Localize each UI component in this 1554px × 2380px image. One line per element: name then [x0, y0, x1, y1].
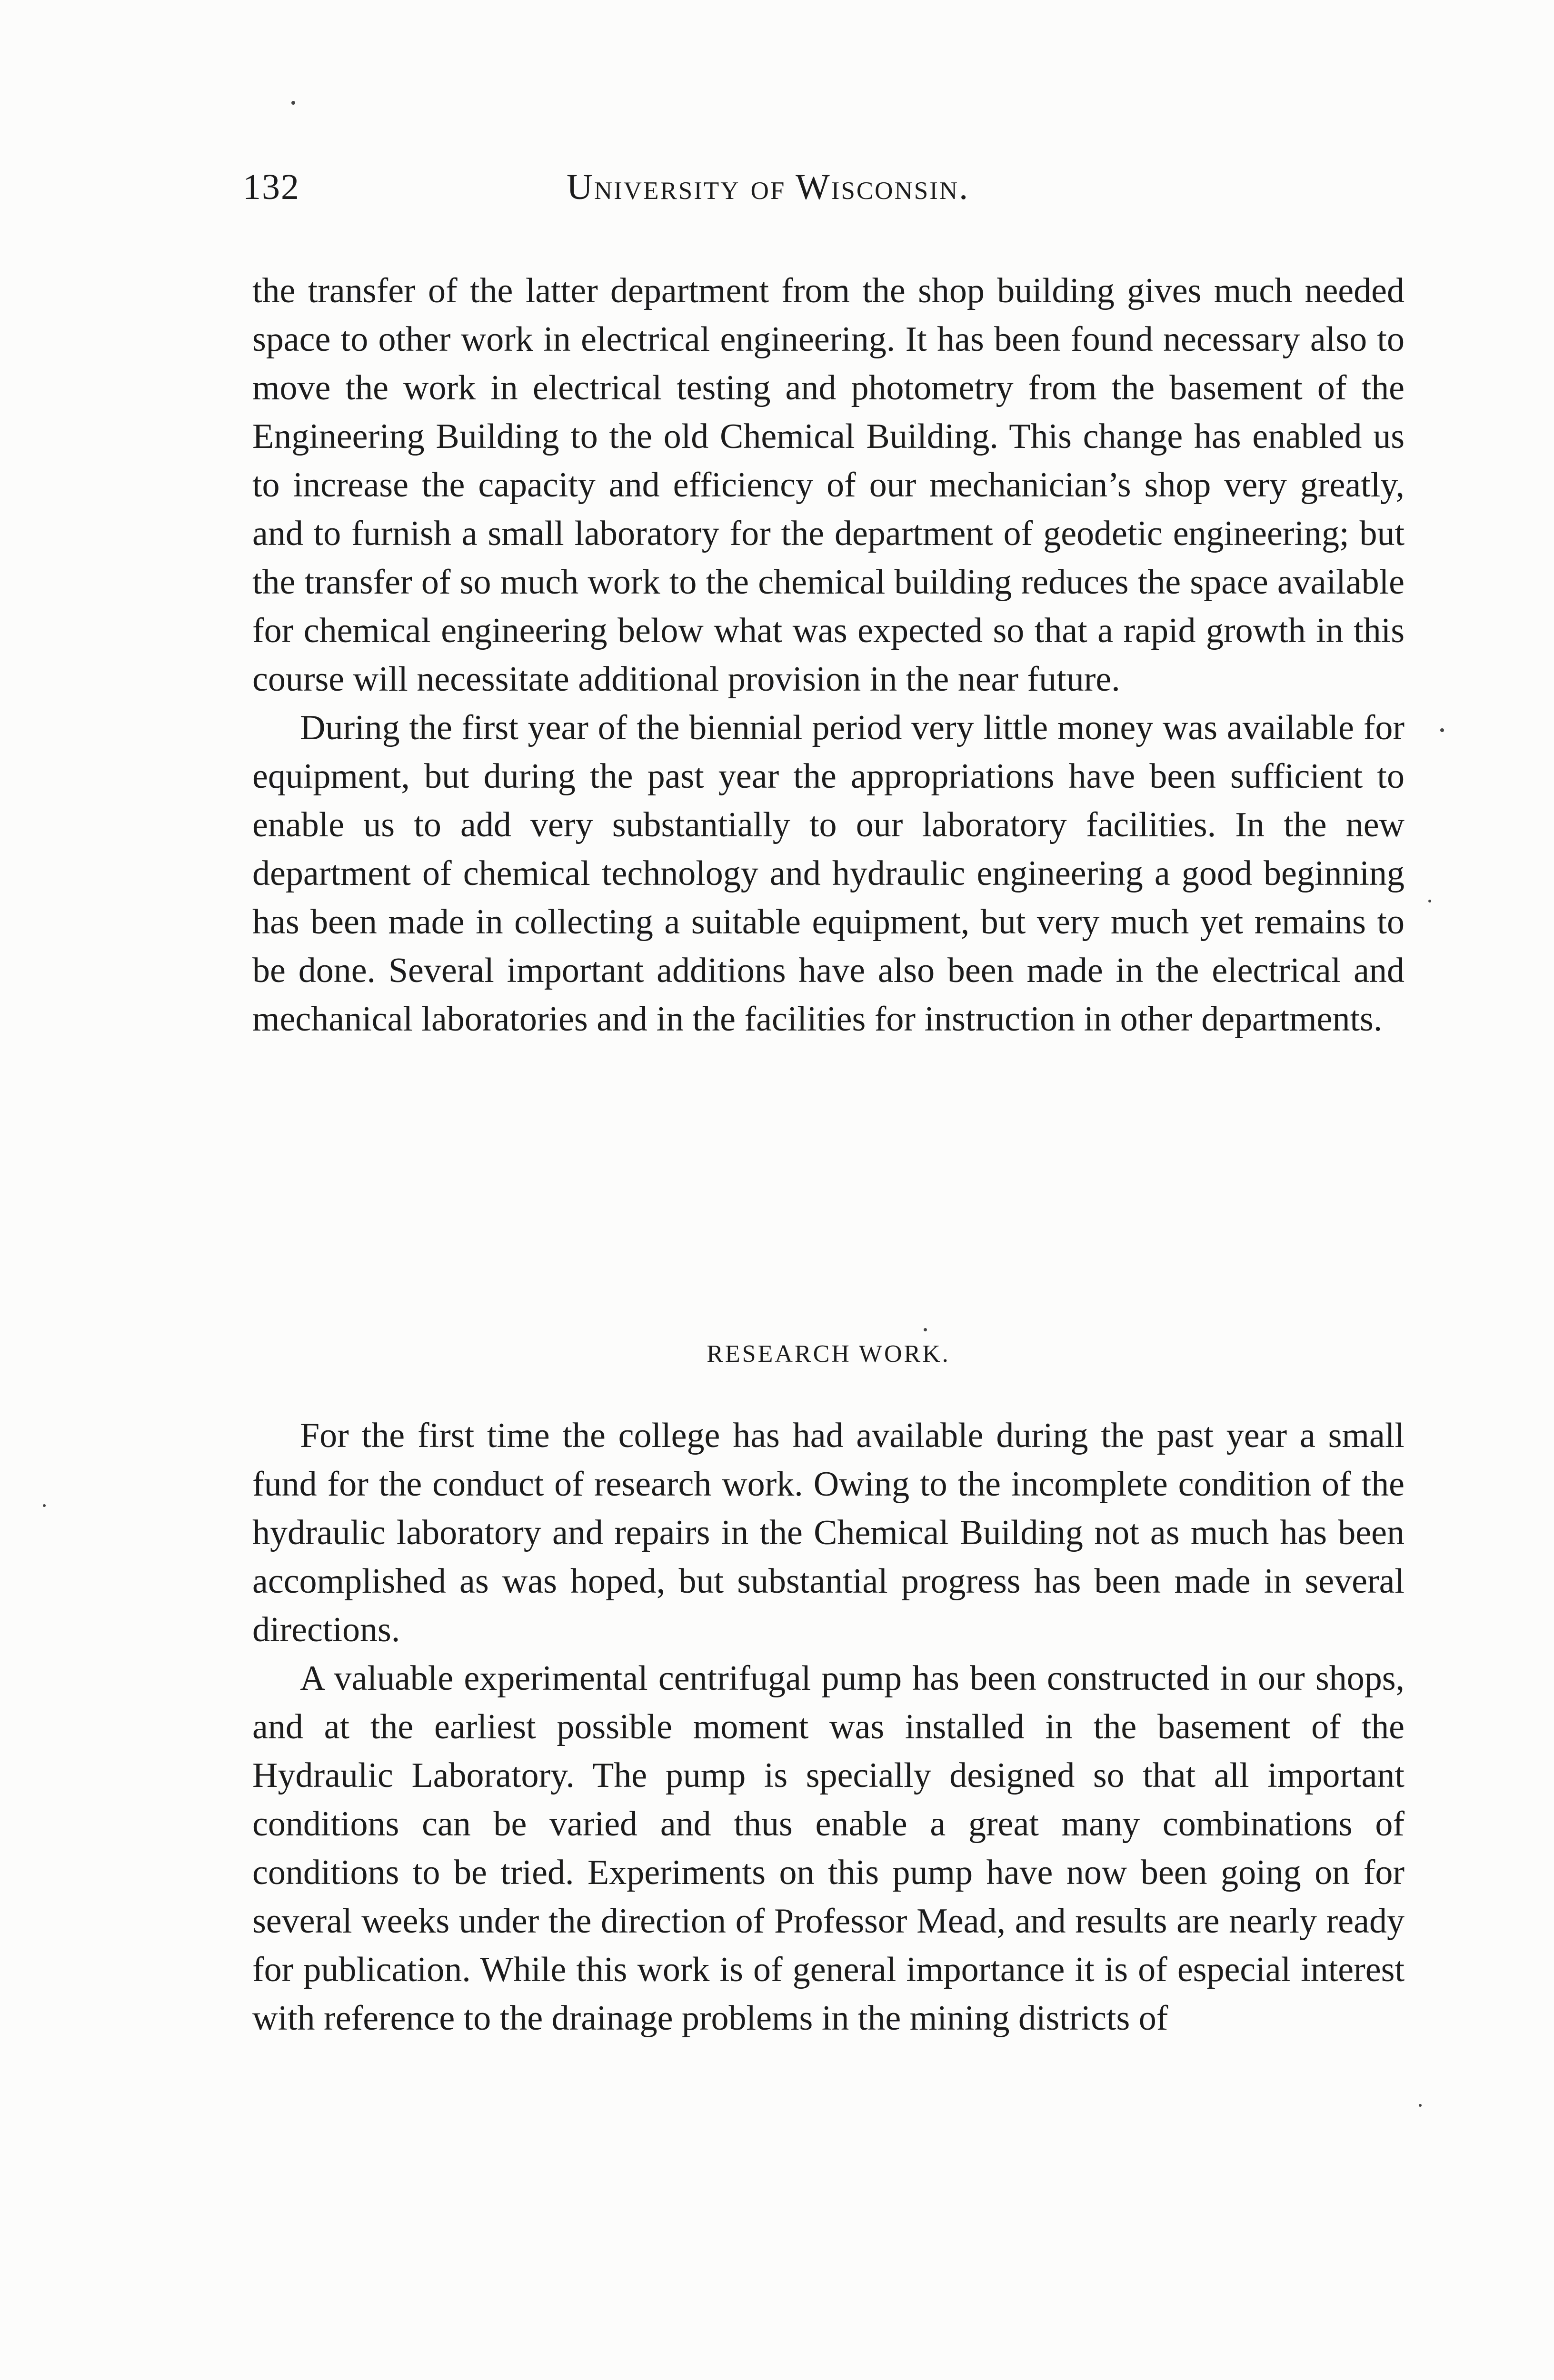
scan-speck — [924, 1328, 927, 1331]
section-heading: RESEARCH WORK. — [707, 1340, 950, 1368]
paragraph: the transfer of the latter department from the shop building gives much needed space to other work in electrical engineering. It has been found necessary also to move the work in electrical testing and photometry from the basement of the Engineering Building to the old Chemical Building. This change has enabled us to increase the capacity and efficiency of our mechanician’s shop very greatly, and to furnish a small laboratory for the department of geodetic engineering; but the transfer of so much work to the chemical building reduces the space available for chemical engineering below what was expected so that a rapid growth in this course will necessitate additional provision in the near future. — [252, 271, 1405, 699]
running-head: University of Wisconsin. — [567, 167, 970, 207]
paragraph: For the first time the college has had available during the past year a small fund for the conduct of research work. Owing to the incomplete condition of the hydraulic laboratory and repairs in the Chemical Building not as much has been accomplished as was hoped, but substantial progress has been made in several directions. — [252, 1416, 1405, 1649]
body-text-top — [252, 267, 1405, 1043]
body-text-bottom — [252, 1411, 1405, 2043]
scan-speck — [291, 101, 295, 105]
paragraph: During the first year of the biennial period very little money was available for equipment, but during the past year the appropriations have been sufficient to enable us to add very substantially to our laboratory facilities. In the new department of chemical technology and hydraulic engineering a good beginning has been made in collecting a suitable equipment, but very much yet remains to be done. Several important additions have also been made in the electrical and mechanical laboratories and in the facilities for instruction in other departments. — [252, 708, 1405, 1039]
page-number: 132 — [243, 167, 300, 207]
scan-speck — [1428, 900, 1431, 902]
scan-speck — [43, 1504, 46, 1507]
scan-speck — [1419, 2104, 1422, 2107]
page-header — [243, 167, 1424, 224]
scan-speck — [1440, 728, 1444, 732]
paragraph: A valuable experimental centrifugal pump has been constructed in our shops, and at the earliest possible moment was installed in the basement of the Hydraulic Laboratory. The pump is specially designed so that all important conditions can be varied and thus enable a great many combinations of conditions to be tried. Experiments on this pump have now been going on for several weeks under the direction of Professor Mead, and results are nearly ready for publication. While this work is of general importance it is of especial interest with reference to the drainage problems in the mining districts of — [252, 1659, 1405, 2038]
